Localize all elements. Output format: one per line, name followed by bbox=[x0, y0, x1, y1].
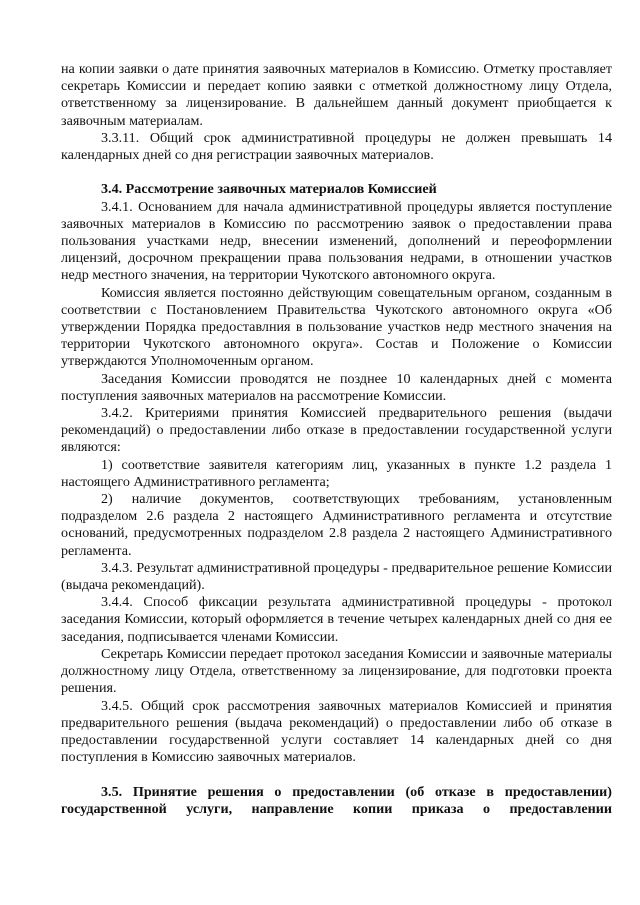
heading-3-4: 3.4. Рассмотрение заявочных материалов Комиссией bbox=[101, 181, 437, 198]
paragraph-3-3-11: 3.3.11. Общий срок административной процедуры не должен превышать 14 календарных дней со дня регистрации заявочных материалов. bbox=[61, 129, 612, 164]
paragraph-3-4-3: 3.4.3. Результат административной процедуры - предварительное решение Комиссии (выдача рекомендаций). bbox=[61, 559, 612, 594]
heading-3-5: 3.5. Принятие решения о предоставлении (об отказе в предоставлении) государственной услуги, направление копии приказа о предоставлении bbox=[61, 783, 612, 817]
paragraph-secretary: Секретарь Комиссии передает протокол заседания Комиссии и заявочные материалы должностному лицу Отдела, ответственному за лицензирование, для подготовки проекта решения. bbox=[61, 645, 612, 697]
paragraph-3-4-2: 3.4.2. Критериями принятия Комиссией предварительного решения (выдачи рекомендаций) о предоставлении либо отказе в предоставлении государственной услуги являются: bbox=[61, 405, 612, 456]
paragraph-3-4-1: 3.4.1. Основанием для начала административной процедуры является поступление заявочных материалов в Комиссию по рассмотрению заявок о предоставлении права пользования участками недр, внесении изменений, дополнений и переоформлении лицензий, досрочном прекращении права пользования недрами, в отношении участков недр местного значения, на территории Чукотского автономного округа. bbox=[61, 198, 612, 284]
paragraph-commission: Комиссия является постоянно действующим совещательным органом, созданным в соответствии с Постановлением Правительства Чукотского автономного округа «Об утверждении Порядка предоставлния в пользование участков недр местного значения на территории Чукотского автономного округа». Состав и Положение о Комиссии утверждаются Уполномоченным органом. bbox=[61, 284, 612, 370]
paragraph-3-4-5: 3.4.5. Общий срок рассмотрения заявочных материалов Комиссией и принятия предварительного решения (выдача рекомендаций) о предоставлении либо об отказе в предоставлении государственной услуги составляет 14 календарных дней со дня поступления в Комиссию заявочных материалов. bbox=[61, 697, 612, 766]
paragraph-criterion-1: 1) соответствие заявителя категориям лиц, указанных в пункте 1.2 раздела 1 настоящего Административного регламента; bbox=[61, 456, 612, 490]
paragraph-3-4-4: 3.4.4. Способ фиксации результата административной процедуры - протокол заседания Комиссии, который оформляется в течение четырех календарных дней со дня ее заседания, подписывается членами Комиссии. bbox=[61, 594, 612, 645]
spacer bbox=[61, 766, 612, 783]
paragraph-sessions: Заседания Комиссии проводятся не позднее 10 календарных дней с момента поступления заявочных материалов на рассмотрение Комиссии. bbox=[61, 370, 612, 404]
spacer bbox=[61, 164, 612, 181]
paragraph-criterion-2: 2) наличие документов, соответствующих требованиям, установленным подразделом 2.6 раздела 2 настоящего Административного регламента и отсутствие оснований, предусмотренных подразделом 2.8 раздела 2 настоящего Административного регламента. bbox=[61, 491, 612, 559]
paragraph-intake-note: на копии заявки о дате принятия заявочных материалов в Комиссию. Отметку проставляет секретарь Комиссии и передает копию заявки с отметкой должностному лицу Отдела, ответственному за лицензирование. В дальнейшем данный документ приобщается к заявочным материалам. bbox=[61, 61, 612, 129]
document-page bbox=[61, 61, 612, 818]
